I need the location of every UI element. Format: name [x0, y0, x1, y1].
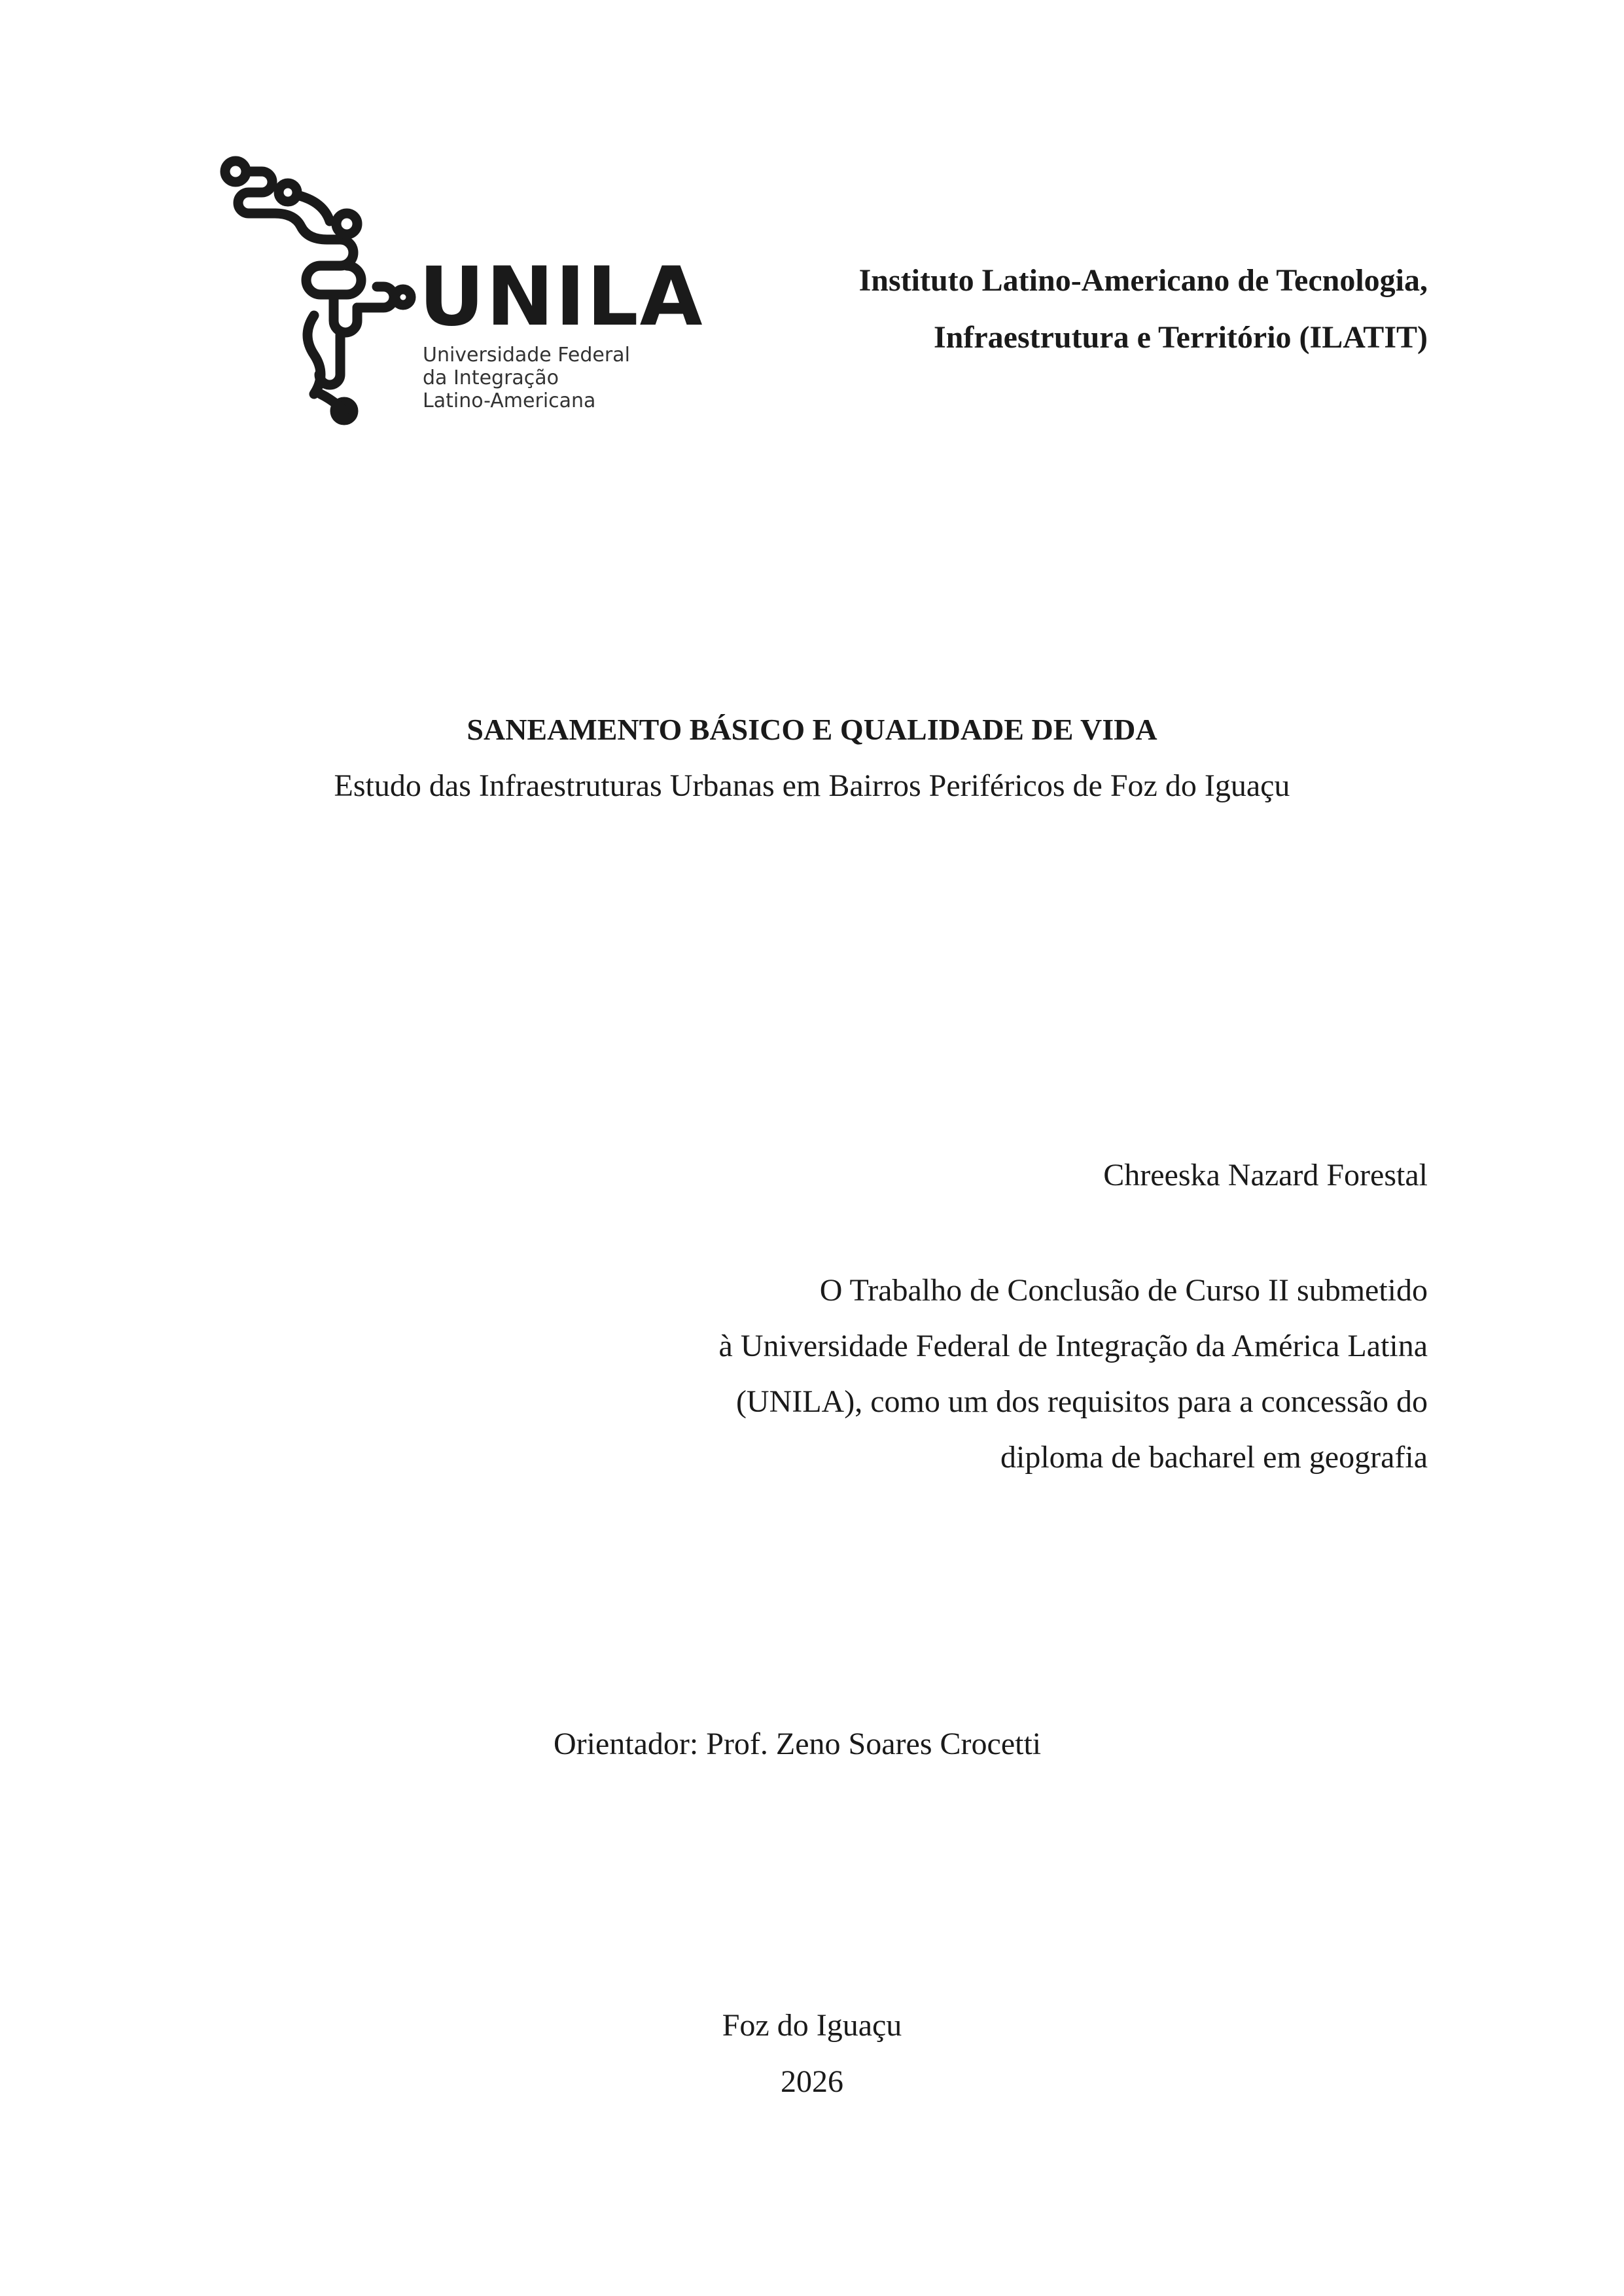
logo-subtitle-line: Universidade Federal — [423, 344, 630, 367]
author-name: Chreeska Nazard Forestal — [1103, 1158, 1428, 1193]
logo-subtitle-line: da Integração — [423, 367, 559, 389]
submission-statement — [719, 1263, 1428, 1485]
document-title: SANEAMENTO BÁSICO E QUALIDADE DE VIDA — [467, 713, 1157, 746]
advisor-line: Orientador: Prof. Zeno Soares Crocetti — [554, 1727, 1042, 1761]
footer — [0, 1998, 1624, 2110]
unila-logo — [216, 152, 704, 427]
logo-wordmark: UNILA — [419, 250, 704, 344]
institute-line: Instituto Latino-Americano de Tecnologia, — [858, 263, 1428, 298]
institute-heading — [859, 252, 1428, 366]
submission-line: diploma de bacharel em geografia — [1000, 1440, 1428, 1475]
footer-year: 2026 — [781, 2064, 843, 2099]
submission-line: à Universidade Federal de Integração da América Latina — [718, 1329, 1428, 1363]
logo-subtitle-line: Latino-Americana — [423, 389, 596, 412]
unila-logo-icon — [216, 152, 425, 427]
title-block — [0, 702, 1624, 814]
submission-line: (UNILA), como um dos requisitos para a concessão do — [735, 1384, 1428, 1419]
document-subtitle: Estudo das Infraestruturas Urbanas em Bairros Periféricos de Foz do Iguaçu — [334, 768, 1290, 803]
institute-line: Infraestrutura e Território (ILATIT) — [933, 320, 1428, 355]
submission-line: O Trabalho de Conclusão de Curso II submetido — [819, 1273, 1428, 1308]
footer-city: Foz do Iguaçu — [722, 2008, 902, 2043]
